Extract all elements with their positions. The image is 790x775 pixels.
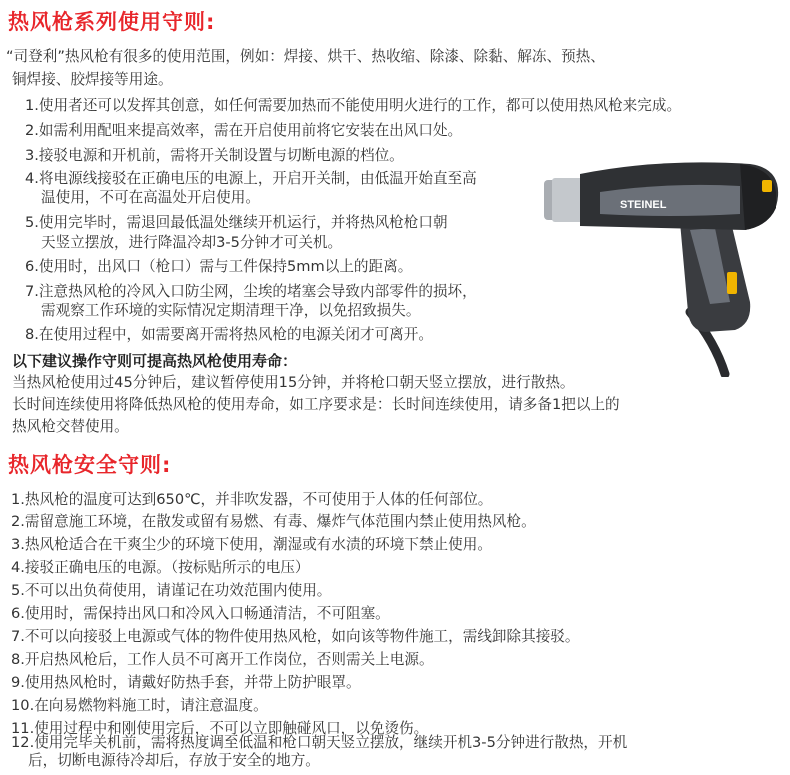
safety-rule-11: 11.使用过程中和刚使用完后，不可以立即触碰风口，以免烫伤。 <box>11 720 429 737</box>
safety-rule-2: 2.需留意施工环境，在散发或留有易燃、有毒、爆炸气体范围内禁止使用热风枪。 <box>11 513 536 530</box>
safety-rule-10: 10.在向易燃物料施工时，请注意温度。 <box>11 697 268 714</box>
safety-rules-title: 热风枪安全守则: <box>8 453 172 477</box>
usage-rule-3: 3.接驳电源和开机前，需将开关制设置与切断电源的档位。 <box>25 147 404 164</box>
intro-line-2: 铜焊接、胶焊接等用途。 <box>12 71 173 88</box>
safety-rule-3: 3.热风枪适合在干爽尘少的环境下使用，潮湿或有水渍的环境下禁止使用。 <box>11 536 492 553</box>
lifespan-line-2: 长时间连续使用将降低热风枪的使用寿命，如工序要求是：长时间连续使用，请多备1把以上的 <box>12 396 620 413</box>
safety-rule-12: 12.使用完毕关机前，需将热度调至低温和枪口朝天竖立摆放，继续开机3-5分钟进行散热，开机 <box>11 734 628 751</box>
lifespan-title: 以下建议操作守则可提高热风枪使用寿命： <box>12 352 298 370</box>
usage-rule-4-cont: 温使用，不可在高温处开启使用。 <box>41 189 260 206</box>
usage-rule-7-cont: 需观察工作环境的实际情况定期清理干净，以免招致损失。 <box>41 302 421 319</box>
safety-rule-8: 8.开启热风枪后，工作人员不可离开工作岗位，否则需关上电源。 <box>11 651 434 668</box>
safety-rule-9: 9.使用热风枪时，请戴好防热手套，并带上防护眼罩。 <box>11 674 361 691</box>
safety-rule-7: 7.不可以向接驳上电源或气体的物件使用热风枪，如向该等物件施工，需线卸除其接驳。 <box>11 628 580 645</box>
lifespan-line-3: 热风枪交替使用。 <box>12 418 129 435</box>
intro-line-1: “司登利”热风枪有很多的使用范围，例如：焊接、烘干、热收缩、除漆、除黏、解冻、预热、 <box>6 48 605 65</box>
safety-rule-1: 1.热风枪的温度可达到650℃，并非吹发器，不可使用于人体的任何部位。 <box>11 491 493 508</box>
heat-gun-image <box>540 152 785 377</box>
usage-rule-7: 7.注意热风枪的冷风入口防尘网，尘埃的堵塞会导致内部零件的损坏， <box>25 283 477 300</box>
safety-rule-12-cont: 后，切断电源待冷却后，存放于安全的地方。 <box>28 752 320 769</box>
usage-rule-5: 5.使用完毕时，需退回最低温处继续开机运行，并将热风枪枪口朝 <box>25 214 448 231</box>
usage-rule-1: 1.使用者还可以发挥其创意，如任何需要加热而不能使用明火进行的工作，都可以使用热风枪来完成。 <box>25 97 682 114</box>
lifespan-line-1: 当热风枪使用过45分钟后，建议暂停使用15分钟，并将枪口朝天竖立摆放，进行散热。 <box>12 374 575 391</box>
usage-rule-5-cont: 天竖立摆放，进行降温冷却3-5分钟才可关机。 <box>41 234 343 251</box>
usage-rules-title: 热风枪系列使用守则: <box>8 10 216 34</box>
safety-rule-6: 6.使用时，需保持出风口和冷风入口畅通清洁，不可阻塞。 <box>11 605 390 622</box>
safety-rule-5: 5.不可以出负荷使用，请谨记在功效范围内使用。 <box>11 582 332 599</box>
product-brand-label: STEINEL <box>620 199 667 211</box>
usage-rule-6: 6.使用时，出风口（枪口）需与工件保持5mm以上的距离。 <box>25 258 413 275</box>
usage-rule-2: 2.如需利用配咀来提高效率，需在开启使用前将它安装在出风口处。 <box>25 122 463 139</box>
safety-rule-4: 4.接驳正确电压的电源。（按标贴所示的电压） <box>11 559 310 576</box>
usage-rule-4: 4.将电源线接驳在正确电压的电源上，开启开关制，由低温开始直至高 <box>25 170 477 187</box>
usage-rule-8: 8.在使用过程中，如需要离开需将热风枪的电源关闭才可离开。 <box>25 326 433 343</box>
